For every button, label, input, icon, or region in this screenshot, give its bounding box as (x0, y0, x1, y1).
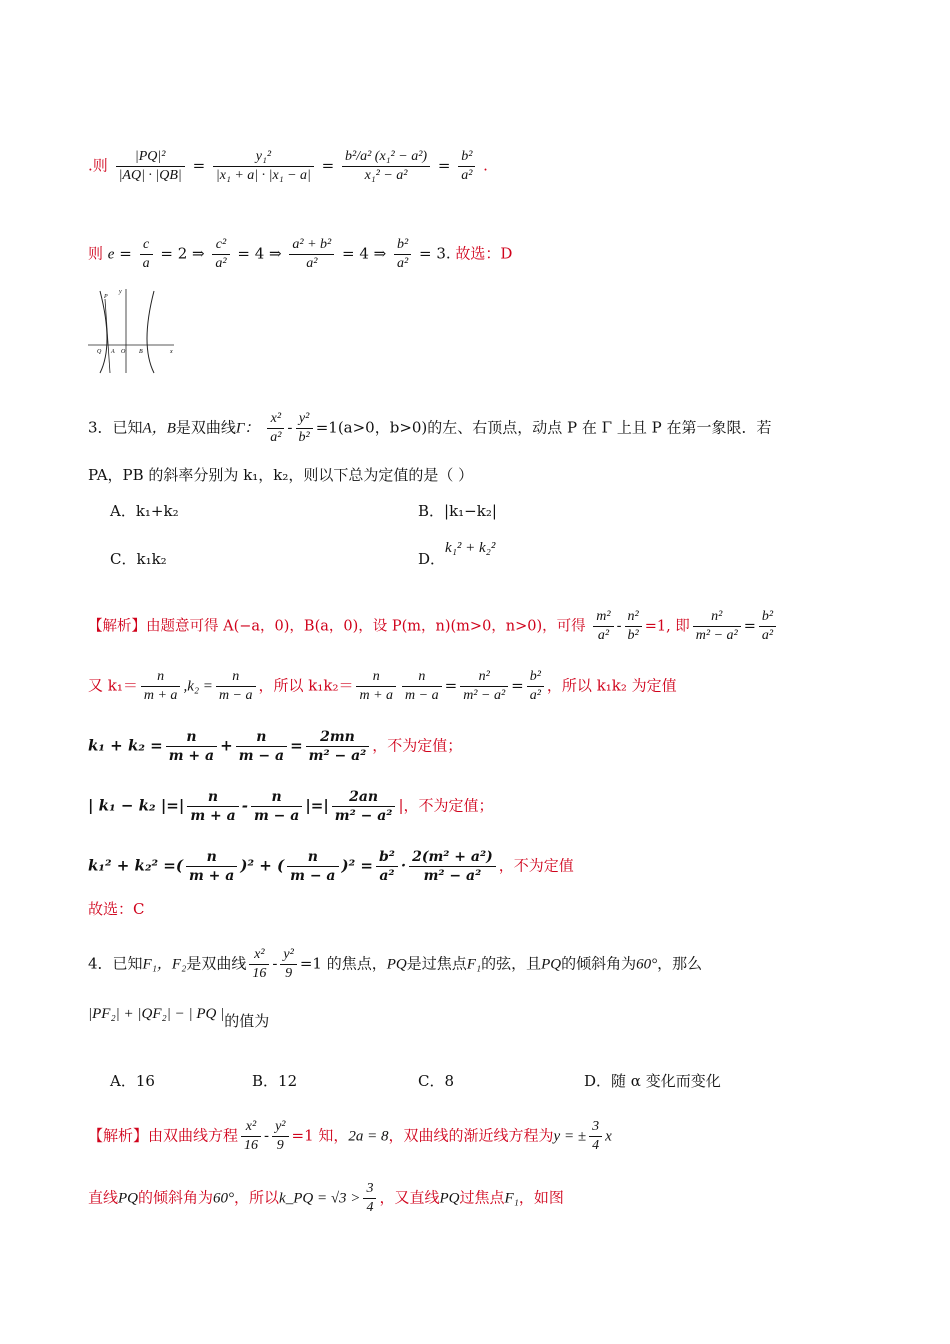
derivation-line-2: 则 e = $\frac{c}{a}$ = 2 ⇒ $\frac{\text{c²}}{\text{a²}}$ = 4 ⇒ $\frac{\text{a² + b²}}{\text{a²}}$ = 4 ⇒ $\frac{\text{b²}}{\text{a²}}$ = 3. 故选：D (88, 237, 513, 271)
fraction-a2b2-a2: $\frac{\text{a² + b²}}{\text{a²}}$ (289, 236, 334, 273)
fraction-r1: $\frac{\text{b²/a² (x₁² − a²)}}{\text{x₁² − a²}}$ (342, 148, 430, 185)
label-p: P (104, 294, 108, 300)
question-4-line-2: |PF₂| + |QF₂| − | PQ |的值为 (88, 1006, 270, 1030)
text-prefix: .则 (88, 156, 108, 175)
chord-pq (105, 299, 110, 373)
question-3-line-2: PA，PB 的斜率分别为 k₁，k₂，则以下总为定值的是（ ） (88, 466, 474, 484)
right-branch (147, 291, 154, 373)
label-a: A (111, 349, 115, 355)
q4-option-b[interactable]: B．12 (252, 1072, 298, 1090)
question-4-line-1: 4．已知F₁，F₂是双曲线 $\frac{\text{x²}}{16}$ - $\frac{\text{y²}}{9}$ =1 的焦点，PQ是过焦点F₁的弦，且PQ的倾斜角为60°，那么 (88, 947, 703, 981)
fraction-mid: $\frac{\text{y₁²}}{\text{|x₁ + a| · |x₁ − a|}}$ (213, 148, 314, 185)
solution-4-line-1: 【解析】由双曲线方程 $\frac{\text{x²}}{16}$ - $\frac{\text{y²}}{9}$ =1 知，2a = 8，双曲线的渐近线方程为y = ± $\frac{3}{4}$ x (88, 1119, 612, 1153)
fraction-x2-a2: $\frac{\text{x²}}{\text{a²}}$ (267, 410, 284, 447)
hyperbola-graph (88, 287, 178, 377)
fraction-c-a: $\frac{c}{a}$ (140, 236, 153, 273)
solution-3-line-4: | k₁ − k₂ |=| $\frac{n}{m + a}$ - $\frac{n}{m - a}$ |=| $\frac{2an}{\text{m² − a²}}$ |，不为定值； (88, 789, 494, 824)
solution-3-line-2: 又 k₁＝ $\frac{n}{m + a}$ ,k₂ = $\frac{n}{m - a}$ ，所以 k₁k₂＝ $\frac{n}{m + a}$ $\frac{n}{m - a}$ = $\frac{\text{n²}}{\text{m² − a²}}$ = $\frac{\text{b²}}{\text{a²}}$ ，所以 k₁k₂ 为定值 (88, 669, 677, 703)
label-x: x (170, 349, 173, 355)
q3-option-d[interactable]: D．k₁² + k₂² (418, 540, 496, 568)
q4-option-a[interactable]: A．16 (110, 1072, 155, 1090)
fraction-lhs: $\frac{\text{|PQ|²}}{|AQ| \cdot |QB|}$ (116, 148, 185, 185)
label-b: B (139, 349, 143, 355)
solution-3-line-5: k₁² + k₂² =( $\frac{n}{m + a}$ )² + ( $\frac{n}{m - a}$ )² = $\frac{\text{b²}}{\text{a²}}$ · $\frac{\text{2(m² + a²)}}{\text{m² − a²}}$ ，不为定值 (88, 849, 574, 884)
fraction-r2: $\frac{\text{b²}}{\text{a²}}$ (458, 148, 475, 185)
fraction-y2-b2: $\frac{\text{y²}}{\text{b²}}$ (296, 410, 313, 447)
q4-option-c[interactable]: C．8 (418, 1072, 455, 1090)
fraction-c2-a2: $\frac{\text{c²}}{\text{a²}}$ (212, 236, 229, 273)
question-3-line-1: 3．已知A，B是双曲线Γ： $\frac{\text{x²}}{\text{a²}}$ - $\frac{\text{y²}}{\text{b²}}$ =1(a>0，b>0)的左、右顶点，动点 P 在 Γ 上且 P 在第一象限．若 (88, 411, 772, 445)
left-branch (100, 291, 107, 373)
solution-4-line-2: 直线PQ的倾斜角为60°，所以k_PQ = √3 > $\frac{3}{4}$ ，又直线PQ过焦点F₁，如图 (88, 1181, 564, 1215)
label-q: Q (97, 349, 102, 355)
q4-option-d[interactable]: D．随 α 变化而变化 (584, 1072, 721, 1090)
solution-3-line-1: 【解析】由题意可得 A(−a，0)，B(a，0)，设 P(m，n)(m>0，n>0)，可得 $\frac{\text{m²}}{\text{a²}}$ - $\frac{\text{n²}}{\text{b²}}$ =1, 即 $\frac{\text{n²}}{\text{m² − a²}}$ = $\frac{\text{b²}}{\text{a²}}$ (88, 608, 779, 645)
q3-option-a[interactable]: A．k₁+k₂ (110, 502, 179, 520)
q3-option-c[interactable]: C．k₁k₂ (110, 550, 167, 568)
answer-c: 故选：C (88, 900, 145, 918)
answer-d: 故选：D (455, 244, 513, 263)
label-o: O (121, 349, 126, 355)
solution-3-line-3: k₁ + k₂ = $\frac{n}{m + a}$ + $\frac{n}{m - a}$ = $\frac{2mn}{\text{m² − a²}}$ ，不为定值； (88, 729, 463, 764)
fraction-b2-a2: $\frac{\text{b²}}{\text{a²}}$ (394, 236, 411, 273)
derivation-line-1: .则 $\frac{\text{|PQ|²}}{|AQ| \cdot |QB|}$ = $\frac{\text{y₁²}}{\text{|x₁ + a| · |x₁ − a|}}$ = $\frac{\text{b²/a² (x₁² − a²)}}{\text{x₁² − a²}}$ = $\frac{\text{b²}}{\text{a²}}$ . (88, 149, 488, 183)
q3-option-b[interactable]: B．|k₁−k₂| (418, 502, 497, 520)
label-y: y (119, 289, 122, 295)
